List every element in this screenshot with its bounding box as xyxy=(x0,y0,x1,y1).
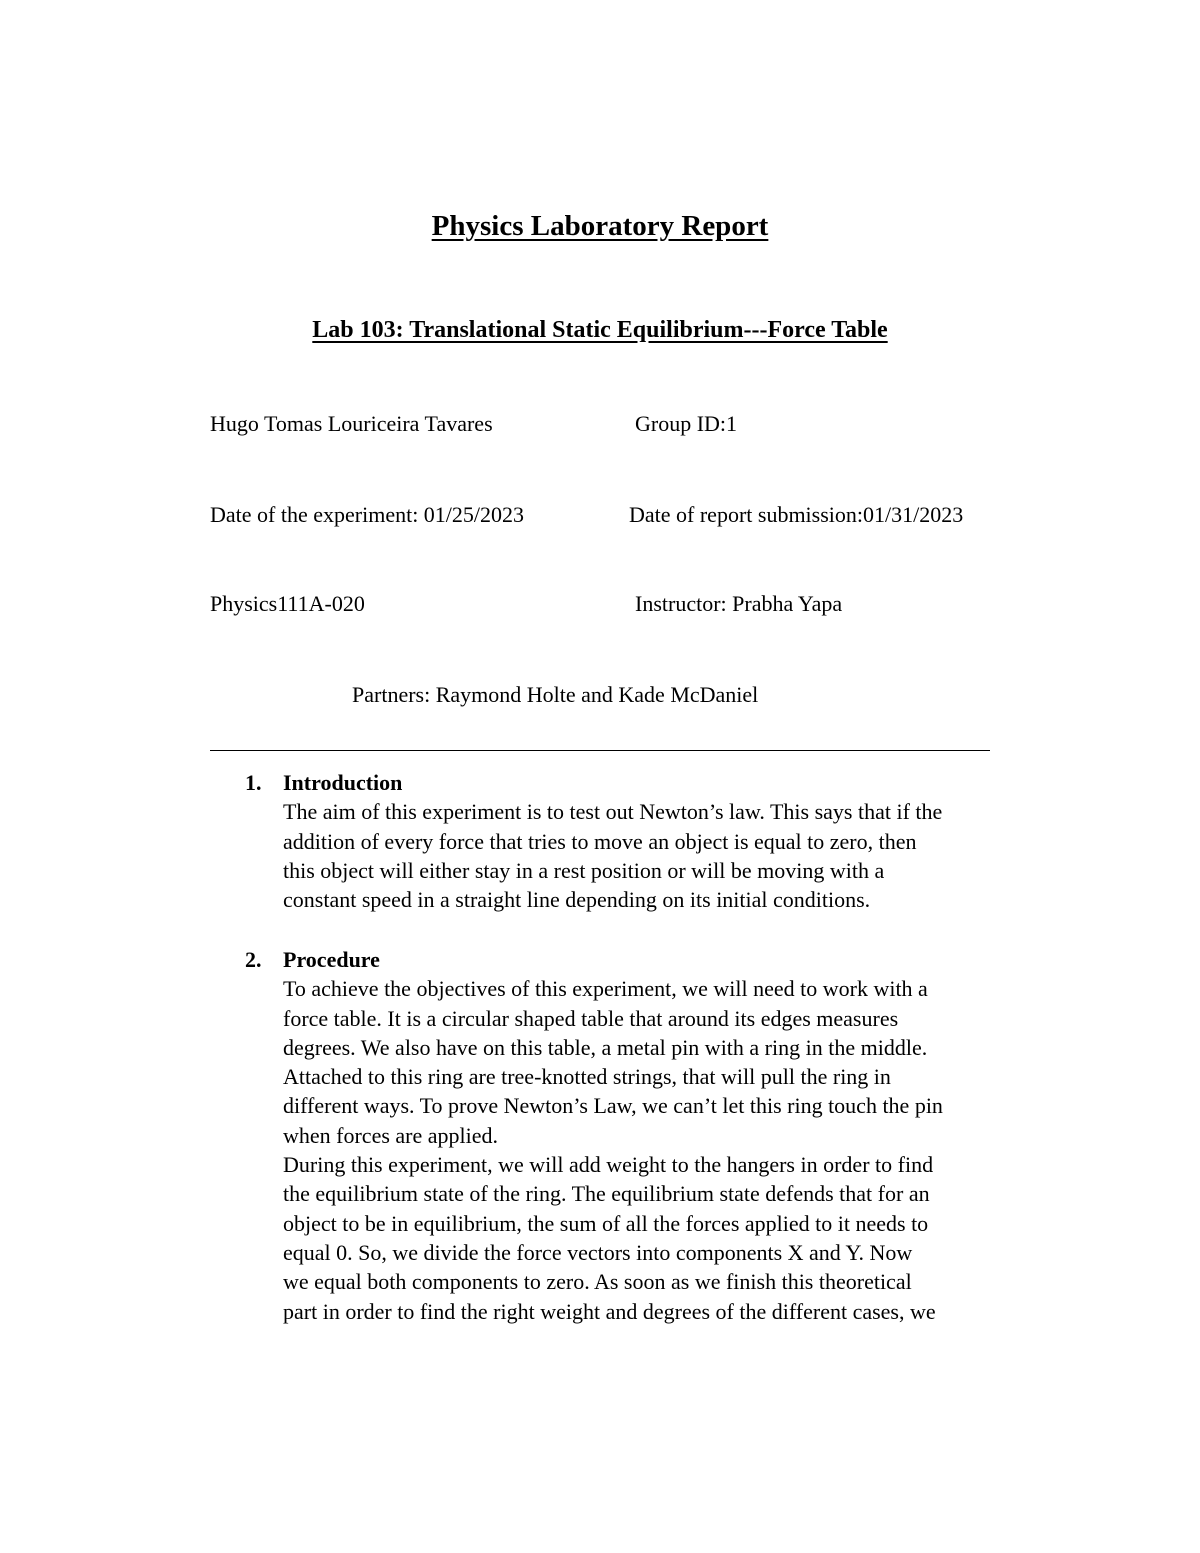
lab-title: Lab 103: Translational Static Equilibrium---Force Table xyxy=(312,317,888,343)
student-name: Hugo Tomas Louriceira Tavares xyxy=(210,411,493,436)
section-number: 2. xyxy=(245,947,262,972)
group-id: Group ID:1 xyxy=(635,411,738,436)
paragraph-line: when forces are applied. xyxy=(283,1122,499,1148)
paragraph-line: addition of every force that tries to move an object is equal to zero, then xyxy=(283,828,917,854)
paragraph-line: object to be in equilibrium, the sum of all the forces applied to it needs to xyxy=(283,1210,929,1236)
paragraph-line: constant speed in a straight line depending on its initial conditions. xyxy=(283,887,871,913)
section-procedure xyxy=(245,945,1005,1326)
course-code: Physics111A-020 xyxy=(210,591,365,616)
partners: Partners: Raymond Holte and Kade McDaniel xyxy=(352,682,759,707)
paragraph-line: this object will either stay in a rest position or will be moving with a xyxy=(283,857,885,883)
report-title: Physics Laboratory Report xyxy=(431,210,769,242)
paragraph-line: we equal both components to zero. As soon as we finish this theoretical xyxy=(283,1269,912,1295)
paragraph-line: equal 0. So, we divide the force vectors into components X and Y. Now xyxy=(283,1239,913,1265)
submission-date: Date of report submission:01/31/2023 xyxy=(629,502,964,527)
section-number: 1. xyxy=(245,770,262,795)
section-heading: Introduction xyxy=(283,770,403,795)
section-introduction xyxy=(245,768,1005,914)
paragraph-line: different ways. To prove Newton’s Law, we can’t let this ring touch the pin xyxy=(283,1093,943,1119)
paragraph-line: The aim of this experiment is to test out Newton’s law. This says that if the xyxy=(283,799,943,825)
paragraph-line: the equilibrium state of the ring. The equilibrium state defends that for an xyxy=(283,1181,930,1207)
instructor: Instructor: Prabha Yapa xyxy=(635,591,843,616)
paragraph-line: degrees. We also have on this table, a metal pin with a ring in the middle. xyxy=(283,1034,928,1060)
section-heading: Procedure xyxy=(283,947,380,972)
divider-line xyxy=(210,750,990,751)
paragraph-line: force table. It is a circular shaped table that around its edges measures xyxy=(283,1005,899,1031)
paragraph-line: Attached to this ring are tree-knotted strings, that will pull the ring in xyxy=(283,1064,891,1090)
paragraph-line: To achieve the objectives of this experiment, we will need to work with a xyxy=(283,976,928,1002)
paragraph-line: During this experiment, we will add weight to the hangers in order to find xyxy=(283,1152,934,1178)
paragraph-line: part in order to find the right weight and degrees of the different cases, we xyxy=(283,1298,936,1324)
experiment-date: Date of the experiment: 01/25/2023 xyxy=(210,502,525,527)
